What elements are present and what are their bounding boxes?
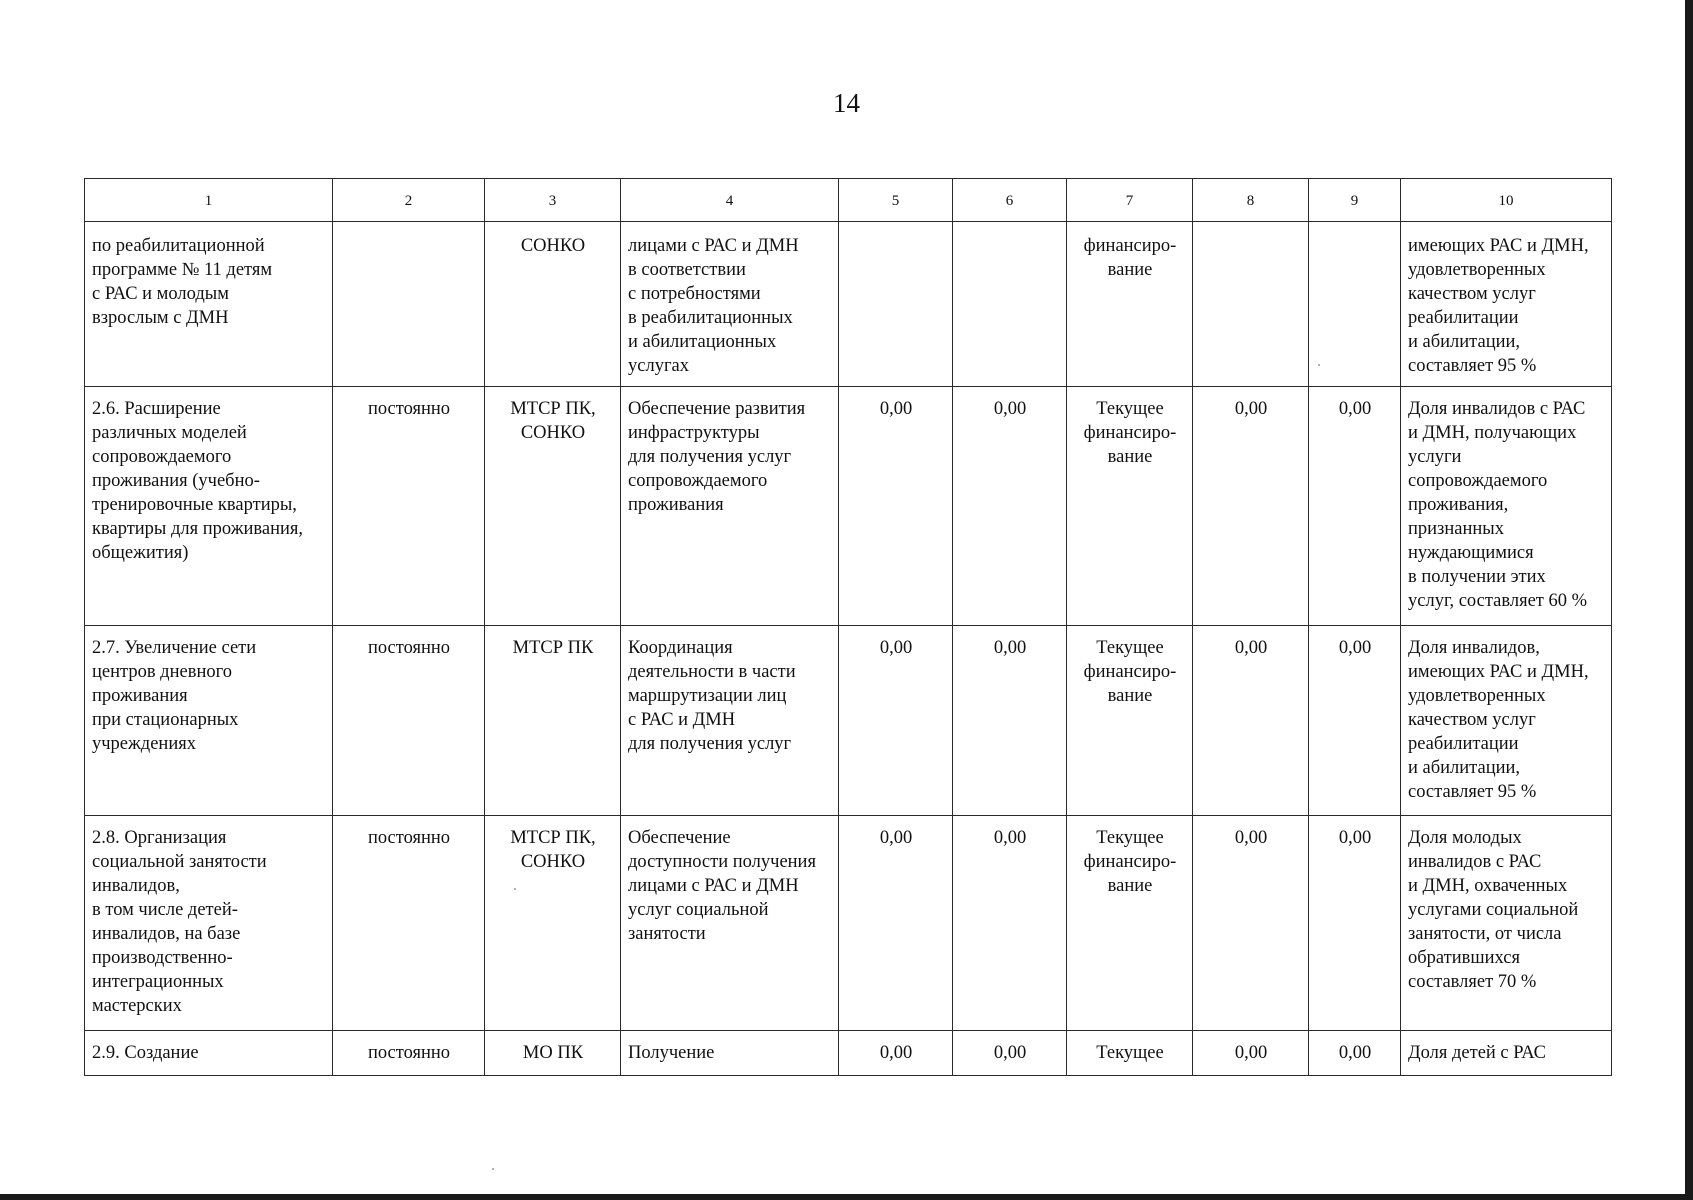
amount-cell: 0,00 [1309, 387, 1401, 626]
amount-cell: 0,00 [1193, 1031, 1309, 1076]
header-cell: 4 [621, 179, 839, 222]
amount-cell [953, 222, 1067, 387]
executor-cell: МТСР ПК [485, 626, 621, 816]
indicator-cell: Доля детей с РАС [1401, 1031, 1612, 1076]
header-cell: 6 [953, 179, 1067, 222]
amount-cell: 0,00 [839, 626, 953, 816]
funding-source-cell: Текущее финансиро- вание [1067, 626, 1193, 816]
term-cell: постоянно [333, 387, 485, 626]
amount-cell [1193, 222, 1309, 387]
table-row [85, 222, 1612, 387]
amount-cell: 0,00 [953, 626, 1067, 816]
result-cell: Обеспечение развития инфраструктуры для получения услуг сопровождаемого проживания [621, 387, 839, 626]
amount-cell [1309, 222, 1401, 387]
indicator-cell: Доля инвалидов, имеющих РАС и ДМН, удовлетворенных качеством услуг реабилитации и абилитации, составляет 95 % [1401, 626, 1612, 816]
measure-cell: 2.6. Расширение различных моделей сопровождаемого проживания (учебно- тренировочные квартиры, квартиры для проживания, общежития) [85, 387, 333, 626]
amount-cell: 0,00 [839, 387, 953, 626]
amount-cell: 0,00 [1309, 816, 1401, 1031]
executor-cell: СОНКО [485, 222, 621, 387]
measure-cell: 2.9. Создание [85, 1031, 333, 1076]
result-cell: Обеспечение доступности получения лицами с РАС и ДМН услуг социальной занятости [621, 816, 839, 1031]
scan-speck [1318, 364, 1320, 366]
plan-table [84, 178, 1612, 1076]
header-cell: 9 [1309, 179, 1401, 222]
header-cell: 1 [85, 179, 333, 222]
term-cell: постоянно [333, 816, 485, 1031]
executor-cell: МТСР ПК, СОНКО [485, 816, 621, 1031]
result-cell: лицами с РАС и ДМН в соответствии с потребностями в реабилитационных и абилитационных услугах [621, 222, 839, 387]
header-cell: 5 [839, 179, 953, 222]
amount-cell: 0,00 [1193, 387, 1309, 626]
header-cell: 10 [1401, 179, 1612, 222]
amount-cell: 0,00 [1309, 626, 1401, 816]
amount-cell: 0,00 [953, 1031, 1067, 1076]
funding-source-cell: Текущее [1067, 1031, 1193, 1076]
amount-cell: 0,00 [953, 387, 1067, 626]
amount-cell: 0,00 [953, 816, 1067, 1031]
amount-cell: 0,00 [1309, 1031, 1401, 1076]
term-cell: постоянно [333, 1031, 485, 1076]
result-cell: Координация деятельности в части маршрутизации лиц с РАС и ДМН для получения услуг [621, 626, 839, 816]
term-cell: постоянно [333, 626, 485, 816]
indicator-cell: Доля молодых инвалидов с РАС и ДМН, охваченных услугами социальной занятости, от числа обратившихся составляет 70 % [1401, 816, 1612, 1031]
table-row [85, 626, 1612, 816]
header-cell: 8 [1193, 179, 1309, 222]
table-row [85, 816, 1612, 1031]
header-cell: 7 [1067, 179, 1193, 222]
amount-cell: 0,00 [839, 1031, 953, 1076]
executor-cell: МО ПК [485, 1031, 621, 1076]
scan-speck [514, 888, 516, 890]
amount-cell: 0,00 [1193, 816, 1309, 1031]
funding-source-cell: Текущее финансиро- вание [1067, 816, 1193, 1031]
amount-cell: 0,00 [839, 816, 953, 1031]
funding-source-cell: финансиро- вание [1067, 222, 1193, 387]
indicator-cell: имеющих РАС и ДМН, удовлетворенных качеством услуг реабилитации и абилитации, составляет 95 % [1401, 222, 1612, 387]
measure-cell: 2.7. Увеличение сети центров дневного проживания при стационарных учреждениях [85, 626, 333, 816]
measure-cell: 2.8. Организация социальной занятости инвалидов, в том числе детей- инвалидов, на базе производственно- интеграционных мастерских [85, 816, 333, 1031]
amount-cell [839, 222, 953, 387]
term-cell [333, 222, 485, 387]
scan-speck [492, 1168, 494, 1170]
header-cell: 3 [485, 179, 621, 222]
page-number: 14 [833, 88, 860, 118]
header-cell: 2 [333, 179, 485, 222]
table-header-row [85, 179, 1612, 222]
indicator-cell: Доля инвалидов с РАС и ДМН, получающих услуги сопровождаемого проживания, признанных нуждающимися в получении этих услуг, составляет 60 % [1401, 387, 1612, 626]
measure-cell: по реабилитационной программе № 11 детям с РАС и молодым взрослым с ДМН [85, 222, 333, 387]
result-cell: Получение [621, 1031, 839, 1076]
funding-source-cell: Текущее финансиро- вание [1067, 387, 1193, 626]
table-row [85, 387, 1612, 626]
executor-cell: МТСР ПК, СОНКО [485, 387, 621, 626]
table-row [85, 1031, 1612, 1076]
amount-cell: 0,00 [1193, 626, 1309, 816]
